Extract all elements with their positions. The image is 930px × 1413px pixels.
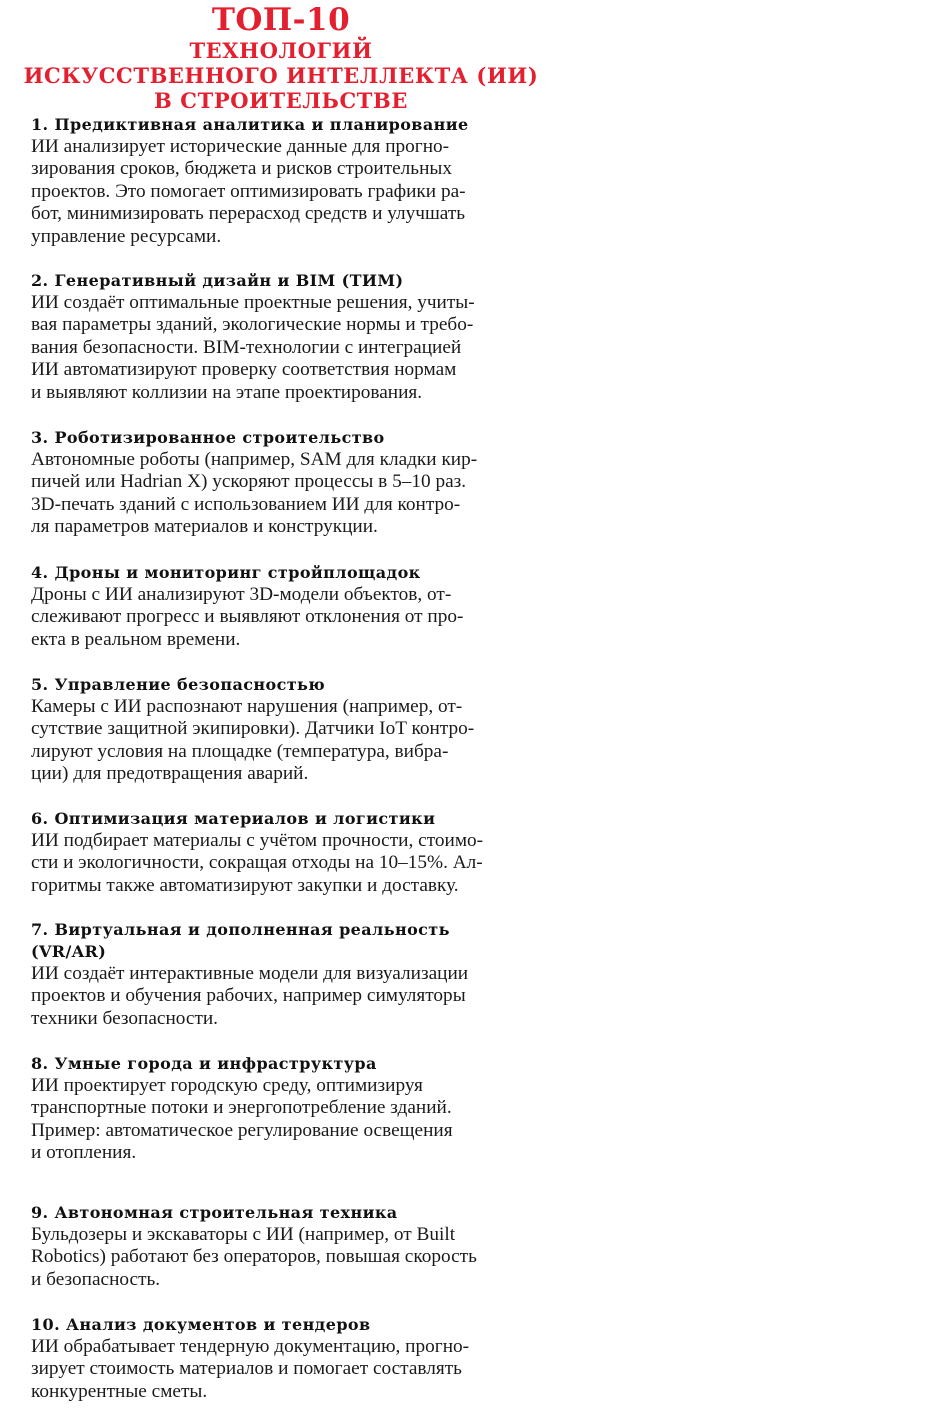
item-body-line: и безопасность. [31,1268,161,1290]
item-body-line: сутствие защитной экипировки). Датчики IoT контро- [31,718,475,740]
item-body-line: ИИ проектирует городскую среду, оптимизируя [31,1075,423,1096]
item-body-line: пичей или Hadrian X) ускоряют процессы в 5–10 раз. [31,471,467,493]
item-body-line: вания безопасности. BIM-технологии с интеграцией [31,336,462,358]
list-item [31,1053,551,1165]
item-body-line: слеживают прогресс и выявляют отклонения от про- [31,606,464,628]
item-body-line: Robotics) работают без операторов, повышая скорость [31,1246,477,1268]
item-body-line: ИИ обрабатывает тендерную документацию, прогно- [31,1336,470,1357]
item-heading [31,270,551,292]
item-heading-line: 1. Предиктивная аналитика и планирование [31,115,469,134]
item-body-line: ля параметров материалов и конструкции. [31,516,378,538]
item-body-line: конкурентные сметы. [31,1380,208,1402]
item-body [31,1336,551,1403]
item-body-line: бот, минимизировать перерасход средств и улучшать [31,203,466,225]
item-body-line: Бульдозеры и экскаваторы с ИИ (например, от Built [31,1224,456,1245]
article-subtitle-line: ИСКУССТВЕННОГО ИНТЕЛЛЕКТА (ИИ) [23,63,539,88]
item-body-line: 3D-печать зданий с использованием ИИ для контро- [31,493,461,515]
list-item [31,427,551,539]
item-body-line: ИИ создаёт оптимальные проектные решения, учиты- [31,292,475,313]
item-body [31,830,551,897]
item-body [31,292,551,404]
item-body-line: транспортные потоки и энергопотребление зданий. [31,1097,452,1119]
item-heading-line: 8. Умные города и инфраструктура [31,1054,377,1073]
item-heading [31,1202,551,1224]
item-body-line: управление ресурсами. [31,225,222,247]
item-heading-line: 5. Управление безопасностью [31,675,326,694]
item-body-line: зирования сроков, бюджета и рисков строительных [31,158,453,180]
item-body-line: проектов и обучения рабочих, например симуляторы [31,985,466,1007]
item-heading [31,427,551,449]
item-heading-line: 6. Оптимизация материалов и логистики [31,809,436,828]
article-header [0,2,562,113]
item-heading-line: 10. Анализ документов и тендеров [31,1315,371,1334]
item-heading [31,674,551,696]
item-body [31,963,551,1030]
list-item [31,674,551,786]
item-heading [31,114,551,136]
article-title: ТОП-10 [211,2,351,38]
item-body-line: и отопления. [31,1142,137,1164]
article-subtitle-line: В СТРОИТЕЛЬСТВЕ [154,88,408,113]
item-heading-line: 7. Виртуальная и дополненная реальность [31,920,450,939]
item-body-line: горитмы также автоматизируют закупки и доставку. [31,874,459,896]
item-heading-line: (VR/AR) [31,942,107,961]
item-body-line: и выявляют коллизии на этапе проектирования. [31,381,423,403]
item-body-line: Камеры с ИИ распознают нарушения (например, от- [31,696,463,717]
item-body [31,1224,551,1291]
item-body-line: лируют условия на площадке (температура, вибра- [31,740,449,762]
item-body-line: екта в реальном времени. [31,628,241,650]
list-item [31,808,551,897]
item-body-line: проектов. Это помогает оптимизировать графики ра- [31,180,466,202]
list-item [31,270,551,404]
item-heading [31,919,551,963]
item-heading [31,1314,551,1336]
list-item [31,114,551,248]
item-body [31,696,551,786]
item-body-line: зирует стоимость материалов и помогает составлять [31,1358,462,1380]
item-heading [31,808,551,830]
item-body-line: ИИ создаёт интерактивные модели для визуализации [31,963,469,984]
item-heading-line: 2. Генеративный дизайн и BIM (ТИМ) [31,271,404,290]
item-body-line: ции) для предотвращения аварий. [31,763,309,785]
item-body-line: Дроны с ИИ анализируют 3D-модели объектов, от- [31,584,452,605]
item-body-line: сти и экологичности, сокращая отходы на 10–15%. Ал- [31,852,483,874]
article-subtitle-line: ТЕХНОЛОГИЙ [189,38,373,63]
item-body-line: ИИ подбирает материалы с учётом прочности, стоимо- [31,830,484,851]
item-body-line: техники безопасности. [31,1007,219,1029]
list-item [31,1202,551,1291]
list-item [31,919,551,1030]
item-body [31,136,551,248]
item-body-line: Автономные роботы (например, SAM для кладки кир- [31,449,478,470]
item-body [31,449,551,539]
item-heading-line: 9. Автономная строительная техника [31,1203,398,1222]
item-heading [31,562,551,584]
item-heading-line: 3. Роботизированное строительство [31,428,385,447]
item-heading-line: 4. Дроны и мониторинг стройплощадок [31,563,421,582]
item-body-line: ИИ анализирует исторические данные для прогно- [31,136,450,157]
item-body [31,584,551,651]
item-heading [31,1053,551,1075]
list-item [31,1314,551,1403]
item-body-line: Пример: автоматическое регулирование освещения [31,1119,453,1141]
item-body-line: вая параметры зданий, экологические нормы и требо- [31,314,474,336]
item-body [31,1075,551,1165]
list-item [31,562,551,651]
item-body-line: ИИ автоматизируют проверку соответствия нормам [31,359,457,381]
